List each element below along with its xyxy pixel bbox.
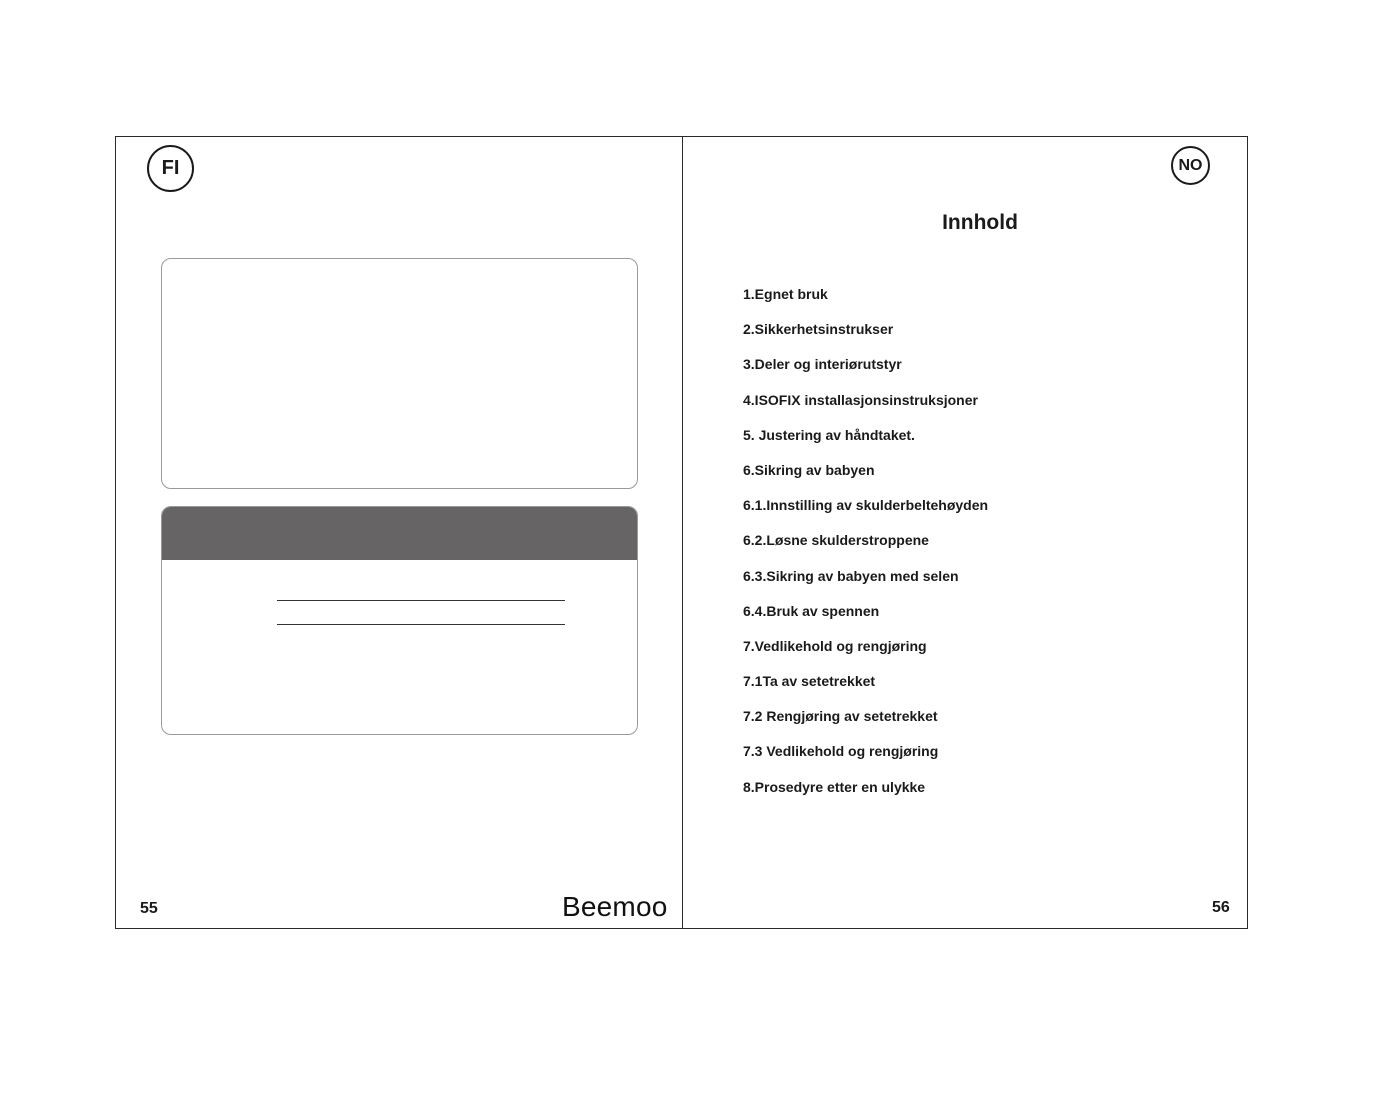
toc-item: 6.2.Løsne skulderstroppene	[743, 532, 929, 549]
blank-line	[277, 624, 565, 625]
page-number: 56	[1212, 899, 1230, 916]
left-page	[116, 137, 683, 928]
toc-item: 6.4.Bruk av spennen	[743, 602, 880, 619]
toc-item: 7.3 Vedlikehold og rengjøring	[743, 743, 939, 760]
toc-item: 6.3.Sikring av babyen med selen	[743, 567, 959, 584]
toc-item: 7.Vedlikehold og rengjøring	[743, 637, 927, 654]
toc-item: 8.Prosedyre etter en ulykke	[743, 778, 926, 795]
brand-logo: Beemoo	[562, 891, 668, 922]
language-badge-fi: FI	[147, 145, 194, 192]
toc-item: 2.Sikkerhetsinstrukser	[743, 321, 894, 338]
document-spread	[115, 136, 1248, 929]
toc-item: 7.1Ta av setetrekket	[743, 673, 876, 690]
language-badge-no: NO	[1171, 146, 1210, 185]
info-card-header	[162, 507, 637, 560]
toc-item: 4.ISOFIX installasjonsinstruksjoner	[743, 391, 978, 408]
blank-line	[277, 600, 565, 601]
page-number: 55	[140, 900, 158, 917]
right-page	[683, 137, 1247, 928]
toc-item: 6.1.Innstilling av skulderbeltehøyden	[743, 497, 989, 514]
toc-item: 1.Egnet bruk	[743, 286, 828, 302]
info-card	[161, 506, 638, 735]
empty-info-box	[161, 258, 638, 489]
toc-item: 5. Justering av håndtaket.	[743, 426, 915, 443]
toc-item: 7.2 Rengjøring av setetrekket	[743, 708, 938, 725]
table-of-contents	[743, 284, 988, 812]
toc-title: Innhold	[942, 211, 1018, 234]
toc-item: 3.Deler og interiørutstyr	[743, 356, 902, 373]
toc-item: 6.Sikring av babyen	[743, 461, 875, 478]
